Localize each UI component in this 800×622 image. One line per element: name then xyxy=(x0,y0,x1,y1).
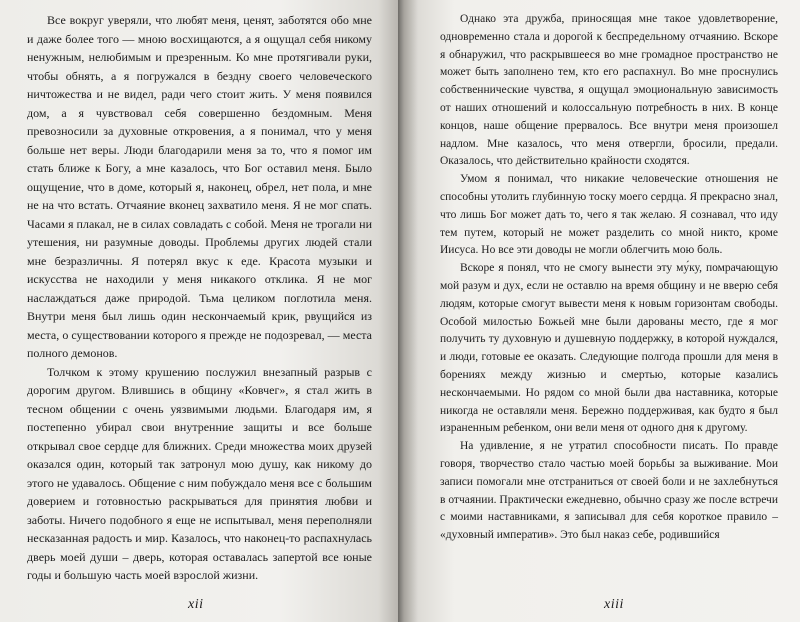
paragraph: Вскоре я понял, что не смогу вынести эту му́ку, помрачающую мой разум и дух, если не оставлю на время общину и не вверю себя людям, которые смогут вывести меня к новым горизонтам свободы. Особой милостью Божьей мне были дарованы место, где я мог получить ту духовную и душевную поддержку, в которой нуждался, и люди, готовые ее оказать. Следующие полгода прошли для меня в борениях между жизнью и смертью, которые казались нескончаемыми. Но рядом со мной были два наставника, которые никогда не оставляли меня. Бережно поддерживая, как будто я был израненным ребенком, они вели меня от одного дня к другому. xyxy=(440,262,778,435)
paragraph: Однако эта дружба, приносящая мне такое удовлетворение, одновременно стала и дорогой к беспредельному отчаянию. Вскоре я обнаружил, что раскрывшееся во мне громадное пространство не может быть заполнено тем, кто его распахнул. Во мне проснулись собственнические чувства, я ощущал эмоциональную зависимость от наших отношений и колоссальную потребность в них. В конце концов, наше общение прервалось. Все внутри меня произошел надлом. Мне казалось, что меня отвергли, бросили, предали. Оказалось, что действительно крайности сходятся. xyxy=(440,13,778,168)
left-page-text xyxy=(27,11,372,585)
page-number: xii xyxy=(188,597,204,612)
right-page xyxy=(398,0,800,622)
paragraph: Умом я понимал, что никакие человеческие отношения не способны утолить глубинную тоску моего сердца. Я прекрасно знал, что лишь Бог может дать то, чего я так желаю. Я сознавал, что иду тем путем, который не может разделить со мной никто, кроме Иисуса. Но все эти доводы не могли облегчить мою боль. xyxy=(440,173,778,257)
left-page xyxy=(0,0,398,622)
paragraph: Все вокруг уверяли, что любят меня, ценят, заботятся обо мне и даже более того — мною восхищаются, а я ощущал себя никому ненужным, нелюбимым и презренным. Ко мне протягивали руки, чтобы обнять, а я погружался в бездну своего человеческого ничтожества и не видел, ради чего стоит жить. У меня появился дом, а я чувствовал себя совершенно бездомным. Меня превозносили за духовные откровения, а я понимал, что у меня больше нет веры. Люди благодарили меня за то, что я помог им стать ближе к Богу, а мне казалось, что Бог оставил меня. Было ощущение, что в доме, который я, наконец, обрел, нет пола, и мне не на что встать. Отчаяние вконец захватило меня. Я не мог спать. Часами я плакал, не в силах совладать с собой. Меня не трогали ни утешения, ни разумные доводы. Проблемы других людей стали мне безразличны. Я потерял вкус к еде. Красота музыки и искусства не находили у меня никакого отклика. Я не мог наслаждаться даже природой. Тьма целиком поглотила меня. Внутри меня был лишь один нескончаемый крик, рвущийся из места, о существовании которого я прежде не подозревал, — места полного демонов. xyxy=(27,13,372,360)
paragraph: Толчком к этому крушению послужил внезапный разрыв с дорогим другом. Влившись в общину «Ковчег», я стал жить в тесном общении с очень уязвимыми людьми. Благодаря им, я постепенно убирал свои внутренние защиты и все больше открывал свое сердце для ближних. Среди множества моих друзей оказался один, который так затронул мою душу, как никому до этого не удавалось. Общение с ним побуждало меня все с большим доверием и готовностью раскрываться для принятия любви и заботы. Ничего подобного я еще не испытывал, меня переполняли несказанная радость и мир. Казалось, что наконец-то распахнулась дверь моей души – дверь, которая оставалась запертой все юные годы и большую часть моей взрослой жизни. xyxy=(27,364,372,582)
paragraph: На удивление, я не утратил способности писать. По правде говоря, творчество стало частью моей борьбы за выживание. Мои записи помогали мне отстраниться от своей боли и не захлебнуться в отчаянии. Практически ежедневно, обычно сразу же после встречи с моими наставниками, я записывал для себя короткое правило – «духовный императив». Это был наказ себе, родившийся xyxy=(440,440,778,542)
page-number: xiii xyxy=(604,597,624,612)
right-page-text xyxy=(440,11,778,545)
